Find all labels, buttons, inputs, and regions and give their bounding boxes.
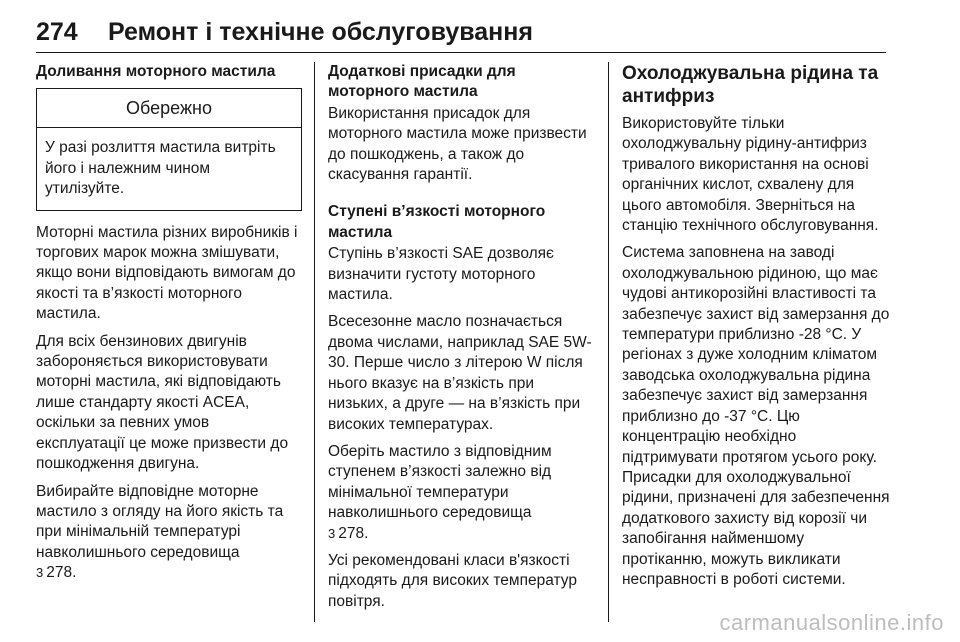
page-reference-arrow-icon: 3	[36, 565, 44, 581]
paragraph: Моторні мастила різних виробників і торгових марок можна змішувати, якщо вони відповідають вимогам до якості та в’язкості моторного мастила.	[36, 223, 298, 323]
paragraph: Використовуйте тільки охолоджувальну рідину-антифриз тривалого використання на основі органічних кислот, схвалену для цього автомобіля. Зверніться на станцію технічного обслуговування.	[622, 115, 879, 235]
paragraph: Ступінь в’язкості SAE дозволяє визначити густоту моторного мастила.	[328, 245, 554, 304]
paragraph	[328, 442, 598, 544]
section-heading-oil-additives: Додаткові присадки для моторного мастила	[328, 63, 516, 101]
caution-text: У разі розлиття мастила витріть його і належним чином утилізуйте.	[45, 139, 276, 198]
paragraph: Всесезонне масло позначається двома числами, наприклад SAE 5W-30. Перше число з літерою W після нього вказує на в’язкість при низьких, а друге — на в’язкість при високих температурах.	[328, 313, 592, 433]
running-title: Ремонт і технічне обслуговування	[108, 18, 533, 46]
section-heading-coolant: Охолоджувальна рідина та антифриз	[622, 63, 879, 107]
paragraph: Усі рекомендовані класи в'язкості підходять для високих температур повітря.	[328, 551, 577, 610]
page-header	[36, 18, 886, 53]
paragraph: Для всіх бензинових двигунів забороняється використовувати моторні мастила, які відповідають лише стандарту якості ACEA, оскільки за певних умов експлуатації це може призвести до пошкодження двигуна.	[36, 332, 289, 473]
column-right	[622, 62, 890, 597]
page-reference-arrow-icon: 3	[328, 525, 336, 541]
section-heading-viscosity-grades: Ступені в’язкості моторного мастила	[328, 203, 546, 241]
paragraph-text: Вибирайте відповідне моторне мастило з огляду на його якість та при мінімальній температурі навколишнього середовища	[36, 482, 284, 561]
section-heading-topping-up-oil: Доливання моторного мастила	[36, 63, 276, 80]
page-number: 274	[36, 18, 78, 46]
column-divider-2	[608, 62, 609, 622]
watermark: carmanualsonline.info	[719, 610, 944, 635]
column-divider-1	[314, 62, 315, 622]
page-reference-link[interactable]: 278.	[338, 524, 369, 542]
caution-title: Обережно	[37, 89, 301, 128]
paragraph: Використання присадок для моторного мастила може призвести до пошкоджень, а також до скасування гарантії.	[328, 104, 587, 184]
paragraph-text: Оберіть мастило з відповідним ступенем в’язкості залежно від мінімальної температури навколишнього середовища	[328, 442, 552, 522]
page-reference-link[interactable]: 278.	[46, 564, 77, 582]
caution-box	[36, 88, 302, 210]
column-middle	[328, 62, 598, 619]
paragraph: Система заповнена на заводі охолоджувальною рідиною, що має чудові антикорозійні властивості та забезпечує захист від замерзання до температури приблизно -28 °C. У регіонах з дуже холодним кліматом заводська охолоджувальна рідина забезпечує захист від замерзання приблизно до -37 °C. Цю концентрацію необхідно підтримувати протягом усього року. Присадки для охолоджувальної рідини, призначені для забезпечення додаткового захисту від корозії чи запобігання найменшому протіканню, можуть викликати несправності в роботі системи.	[622, 244, 890, 588]
column-left	[36, 62, 302, 591]
paragraph	[36, 482, 302, 584]
